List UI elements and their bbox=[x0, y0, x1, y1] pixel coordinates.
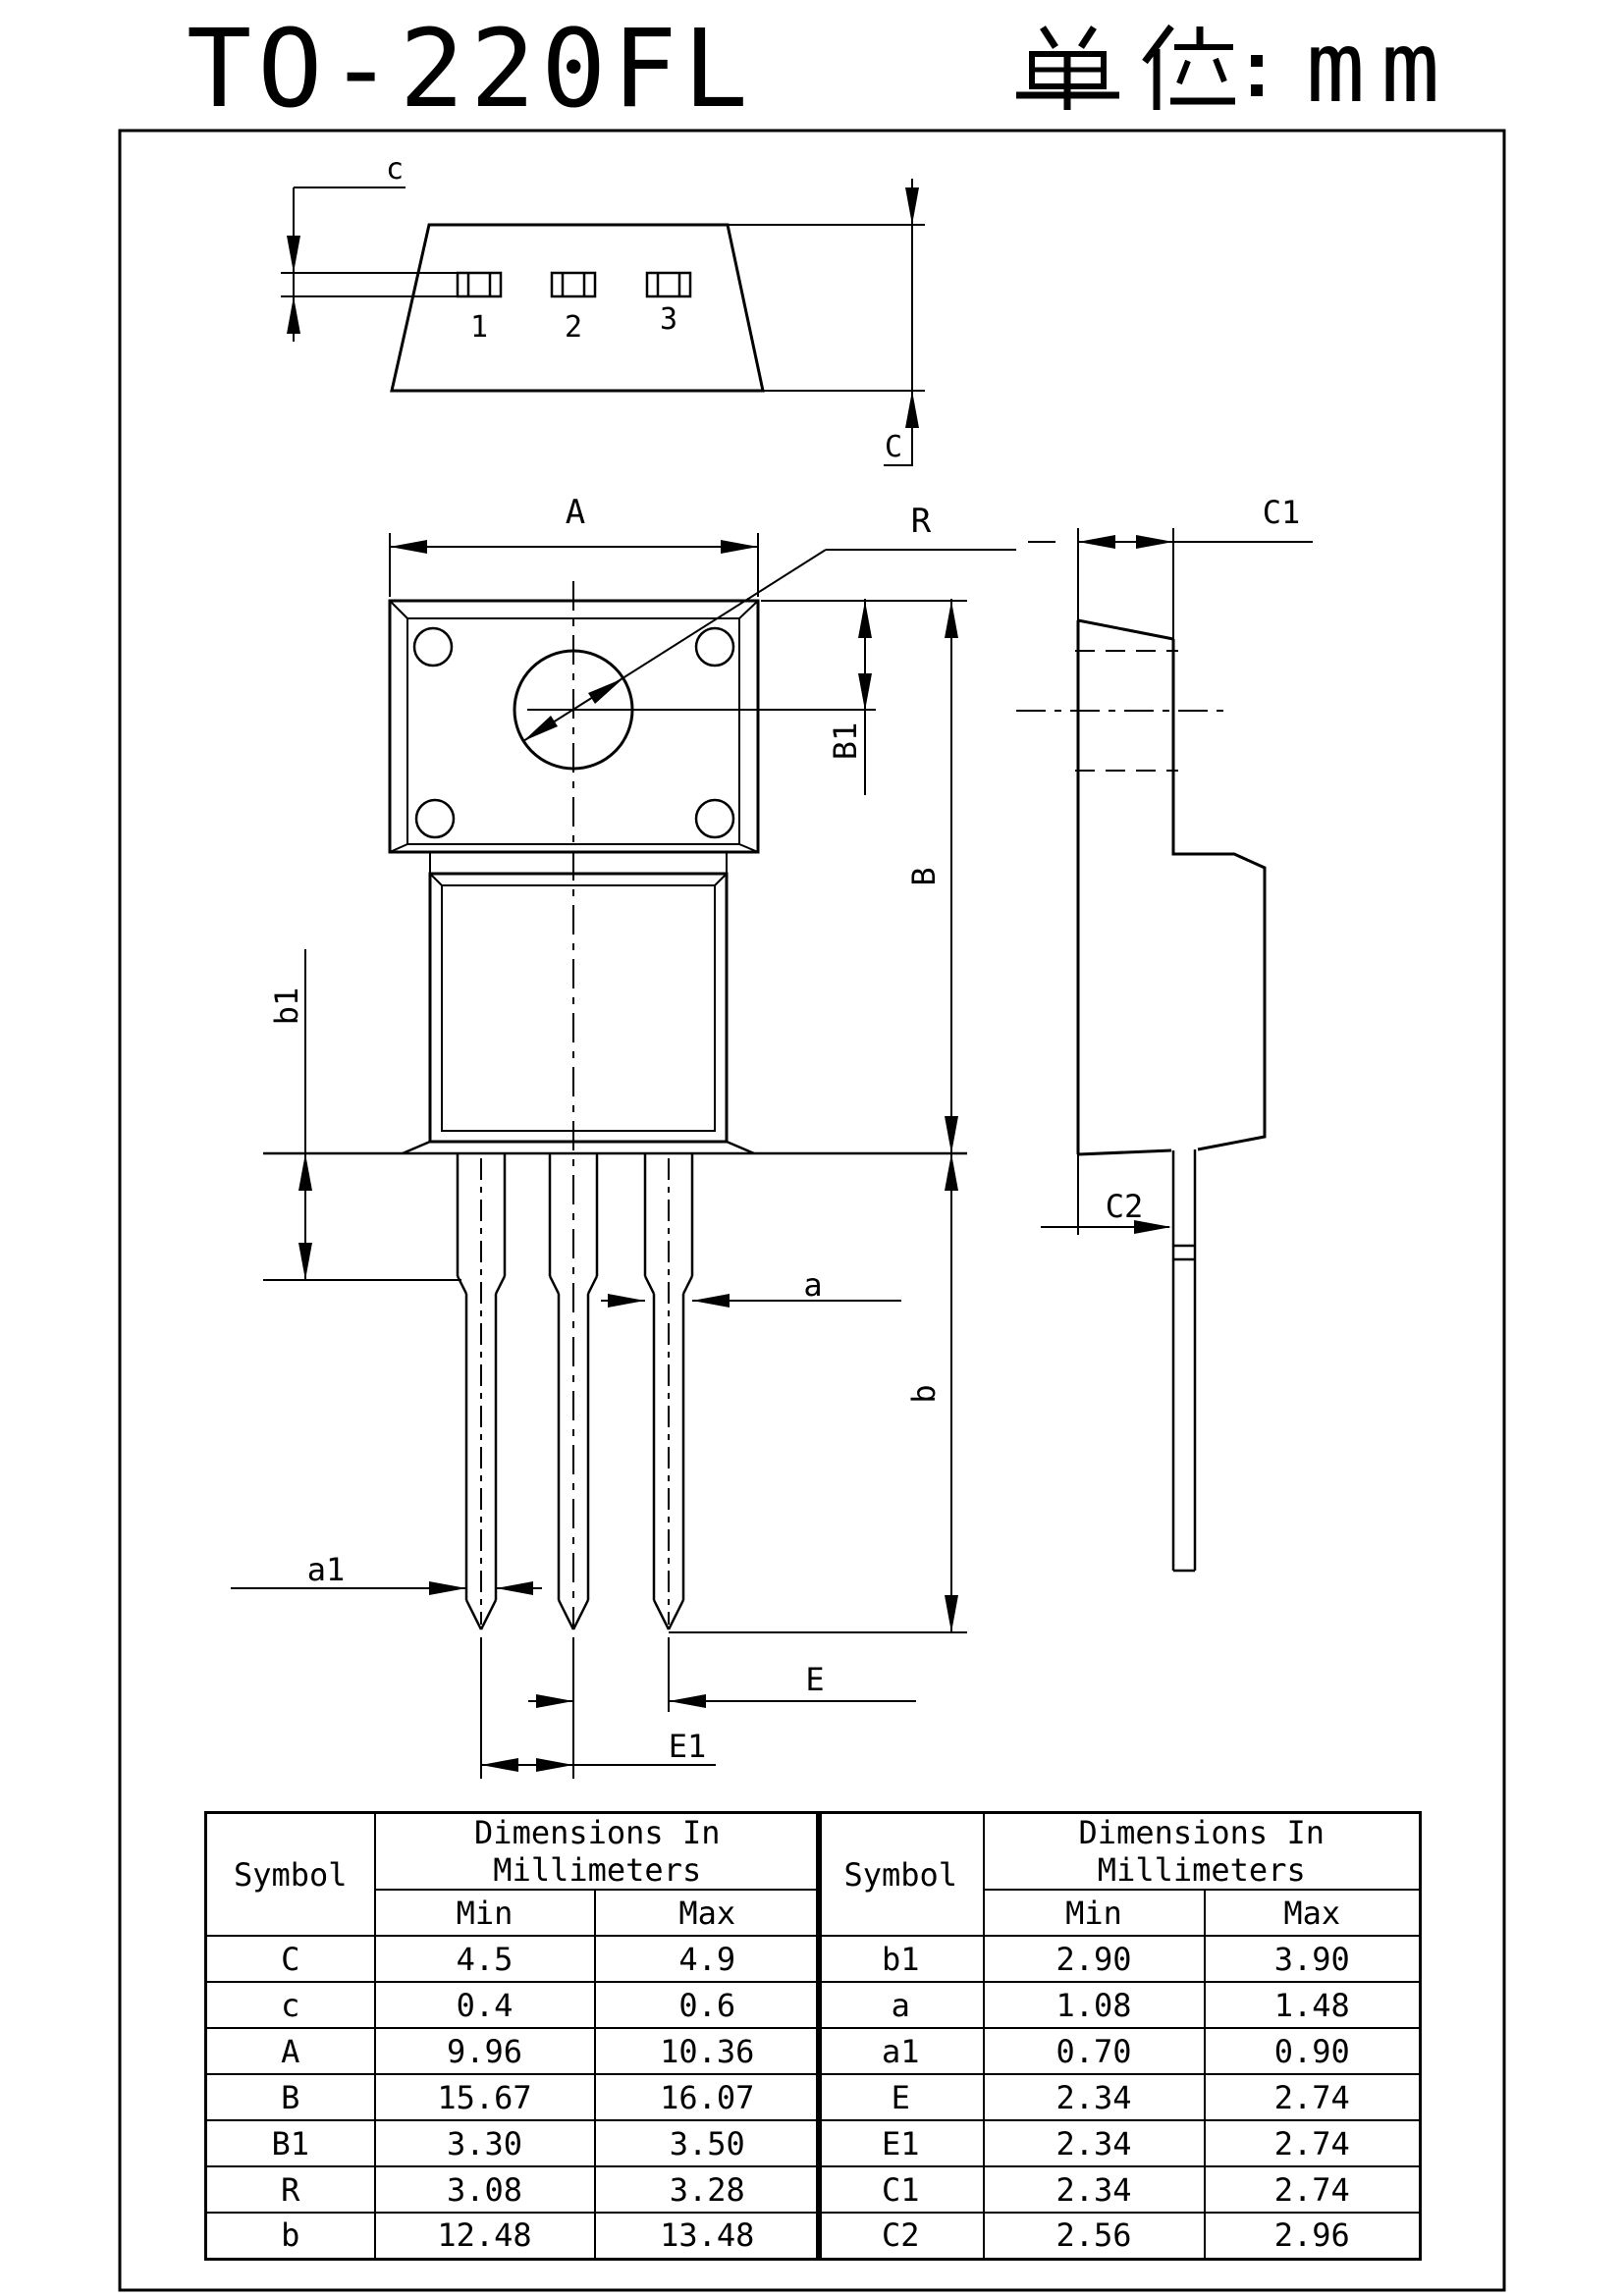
max-cell: 3.50 bbox=[595, 2120, 821, 2166]
arrow-left-icon bbox=[390, 540, 427, 554]
table-row bbox=[818, 2028, 1421, 2074]
table-row bbox=[818, 2213, 1421, 2259]
dim-c bbox=[281, 187, 458, 342]
min-cell: 9.96 bbox=[375, 2028, 595, 2074]
arrow-right-icon bbox=[536, 1694, 573, 1708]
min-cell: 2.34 bbox=[984, 2074, 1205, 2120]
symbol-cell: E1 bbox=[818, 2120, 984, 2166]
pin-1-label: 1 bbox=[469, 310, 489, 345]
min-cell: 2.56 bbox=[984, 2213, 1205, 2259]
min-cell: 3.08 bbox=[375, 2166, 595, 2213]
table-row bbox=[206, 2028, 821, 2074]
table-row bbox=[206, 2166, 821, 2213]
col-header-max: Max bbox=[595, 1890, 821, 1936]
corner-hole bbox=[696, 628, 733, 666]
dim-B1 bbox=[761, 599, 967, 795]
table-row bbox=[818, 1936, 1421, 1982]
front-view bbox=[231, 533, 1016, 1779]
arrow-down-icon bbox=[945, 1595, 958, 1632]
max-cell: 16.07 bbox=[595, 2074, 821, 2120]
min-cell: 2.90 bbox=[984, 1936, 1205, 1982]
table-row bbox=[206, 1982, 821, 2028]
symbol-cell: C2 bbox=[818, 2213, 984, 2259]
corner-hole bbox=[696, 800, 733, 837]
symbol-cell: B1 bbox=[206, 2120, 375, 2166]
arrow-left-icon bbox=[496, 1581, 533, 1595]
col-header-symbol: Symbol bbox=[818, 1813, 984, 1937]
col-header-min: Min bbox=[375, 1890, 595, 1936]
dim-R bbox=[523, 550, 1016, 741]
label-E1: E1 bbox=[668, 1728, 707, 1765]
package-name: TO-220FL bbox=[187, 6, 754, 132]
pin-3-label: 3 bbox=[659, 302, 678, 337]
max-cell: 1.48 bbox=[1205, 1982, 1421, 2028]
max-cell: 2.74 bbox=[1205, 2166, 1421, 2213]
col-header-min: Min bbox=[984, 1890, 1205, 1936]
table-row bbox=[206, 2120, 821, 2166]
side-lead bbox=[1173, 1149, 1195, 1571]
col-header-max: Max bbox=[1205, 1890, 1421, 1936]
hidden-hole-lines bbox=[1016, 651, 1232, 771]
arrow-up-icon bbox=[858, 601, 872, 638]
symbol-cell: B bbox=[206, 2074, 375, 2120]
symbol-cell: a1 bbox=[818, 2028, 984, 2074]
label-B1: B1 bbox=[827, 721, 864, 761]
max-cell: 2.74 bbox=[1205, 2120, 1421, 2166]
symbol-cell: c bbox=[206, 1982, 375, 2028]
col-header-symbol: Symbol bbox=[206, 1813, 375, 1937]
title-block bbox=[187, 6, 1455, 132]
dim-C1 bbox=[1028, 528, 1313, 648]
arrow-icon bbox=[588, 678, 623, 704]
min-cell: 0.4 bbox=[375, 1982, 595, 2028]
side-profile bbox=[1078, 620, 1265, 1154]
max-cell: 13.48 bbox=[595, 2213, 821, 2259]
symbol-cell: b bbox=[206, 2213, 375, 2259]
min-cell: 2.34 bbox=[984, 2120, 1205, 2166]
symbol-cell: C bbox=[206, 1936, 375, 1982]
molded-body bbox=[403, 874, 754, 1153]
lead-3 bbox=[645, 1153, 692, 1629]
symbol-cell: a bbox=[818, 1982, 984, 2028]
label-a: a bbox=[803, 1266, 823, 1304]
label-b1: b1 bbox=[268, 987, 305, 1026]
label-B: B bbox=[905, 867, 943, 886]
dimension-table-left bbox=[204, 1811, 822, 2261]
max-cell: 3.90 bbox=[1205, 1936, 1421, 1982]
arrow-up-icon bbox=[945, 601, 958, 638]
arrow-up-icon bbox=[298, 1153, 312, 1191]
pin-cross-sections bbox=[458, 273, 690, 296]
label-c: c bbox=[385, 152, 405, 187]
arrow-down-icon bbox=[287, 236, 300, 273]
arrow-left-icon bbox=[669, 1694, 706, 1708]
table-row bbox=[206, 2213, 821, 2259]
max-cell: 0.90 bbox=[1205, 2028, 1421, 2074]
side-view bbox=[1016, 528, 1313, 1571]
max-cell: 3.28 bbox=[595, 2166, 821, 2213]
arrow-down-icon bbox=[905, 187, 919, 225]
corner-hole bbox=[416, 800, 454, 837]
max-cell: 2.96 bbox=[1205, 2213, 1421, 2259]
min-cell: 3.30 bbox=[375, 2120, 595, 2166]
label-R: R bbox=[910, 502, 932, 541]
table-row bbox=[206, 2074, 821, 2120]
max-cell: 10.36 bbox=[595, 2028, 821, 2074]
symbol-cell: E bbox=[818, 2074, 984, 2120]
unit-value: mm bbox=[1306, 10, 1456, 125]
min-cell: 1.08 bbox=[984, 1982, 1205, 2028]
symbol-cell: A bbox=[206, 2028, 375, 2074]
label-A: A bbox=[565, 493, 586, 532]
arrow-left-icon bbox=[1078, 535, 1115, 549]
dim-a bbox=[601, 1294, 901, 1308]
min-cell: 12.48 bbox=[375, 2213, 595, 2259]
arrow-right-icon bbox=[536, 1758, 573, 1772]
symbol-cell: b1 bbox=[818, 1936, 984, 1982]
label-a1: a1 bbox=[306, 1551, 346, 1588]
label-C2: C2 bbox=[1105, 1188, 1144, 1225]
body-top-profile bbox=[392, 225, 763, 391]
arrow-up-icon bbox=[905, 391, 919, 428]
top-view bbox=[281, 179, 925, 466]
min-cell: 4.5 bbox=[375, 1936, 595, 1982]
min-cell: 2.34 bbox=[984, 2166, 1205, 2213]
table-row bbox=[818, 2120, 1421, 2166]
corner-hole bbox=[414, 628, 452, 666]
arrow-up-icon bbox=[945, 1153, 958, 1191]
dim-E bbox=[528, 1637, 916, 1712]
arrow-right-icon bbox=[429, 1581, 466, 1595]
dimension-table-right bbox=[816, 1811, 1422, 2261]
arrow-down-icon bbox=[858, 673, 872, 711]
min-cell: 15.67 bbox=[375, 2074, 595, 2120]
symbol-cell: C1 bbox=[818, 2166, 984, 2213]
table-row bbox=[818, 2166, 1421, 2213]
symbol-cell: R bbox=[206, 2166, 375, 2213]
arrow-up-icon bbox=[287, 296, 300, 334]
arrow-right-icon bbox=[608, 1294, 645, 1308]
pin-2-label: 2 bbox=[564, 310, 583, 345]
max-cell: 4.9 bbox=[595, 1936, 821, 1982]
max-cell: 2.74 bbox=[1205, 2074, 1421, 2120]
table-row bbox=[818, 1982, 1421, 2028]
max-cell: 0.6 bbox=[595, 1982, 821, 2028]
arrow-left-icon bbox=[481, 1758, 518, 1772]
unit-colon bbox=[1251, 55, 1263, 96]
arrow-left-icon bbox=[692, 1294, 730, 1308]
col-header-dims: Dimensions In Millimeters bbox=[984, 1813, 1421, 1891]
dim-B bbox=[945, 599, 958, 1153]
arrow-down-icon bbox=[298, 1243, 312, 1280]
mounting-tab bbox=[390, 601, 876, 852]
dim-C bbox=[728, 179, 925, 466]
arrow-down-icon bbox=[945, 1116, 958, 1153]
label-E: E bbox=[805, 1661, 825, 1698]
col-header-dims: Dimensions In Millimeters bbox=[375, 1813, 821, 1891]
label-C1: C1 bbox=[1262, 494, 1301, 531]
arrow-right-icon bbox=[1136, 535, 1173, 549]
table-row bbox=[206, 1936, 821, 1982]
arrow-icon bbox=[523, 716, 558, 741]
unit-hanzi-danwei bbox=[1016, 27, 1235, 110]
label-b: b bbox=[905, 1384, 943, 1404]
min-cell: 0.70 bbox=[984, 2028, 1205, 2074]
lead-1 bbox=[458, 1153, 505, 1629]
table-row bbox=[818, 2074, 1421, 2120]
arrow-right-icon bbox=[721, 540, 758, 554]
label-C: C bbox=[884, 430, 903, 464]
